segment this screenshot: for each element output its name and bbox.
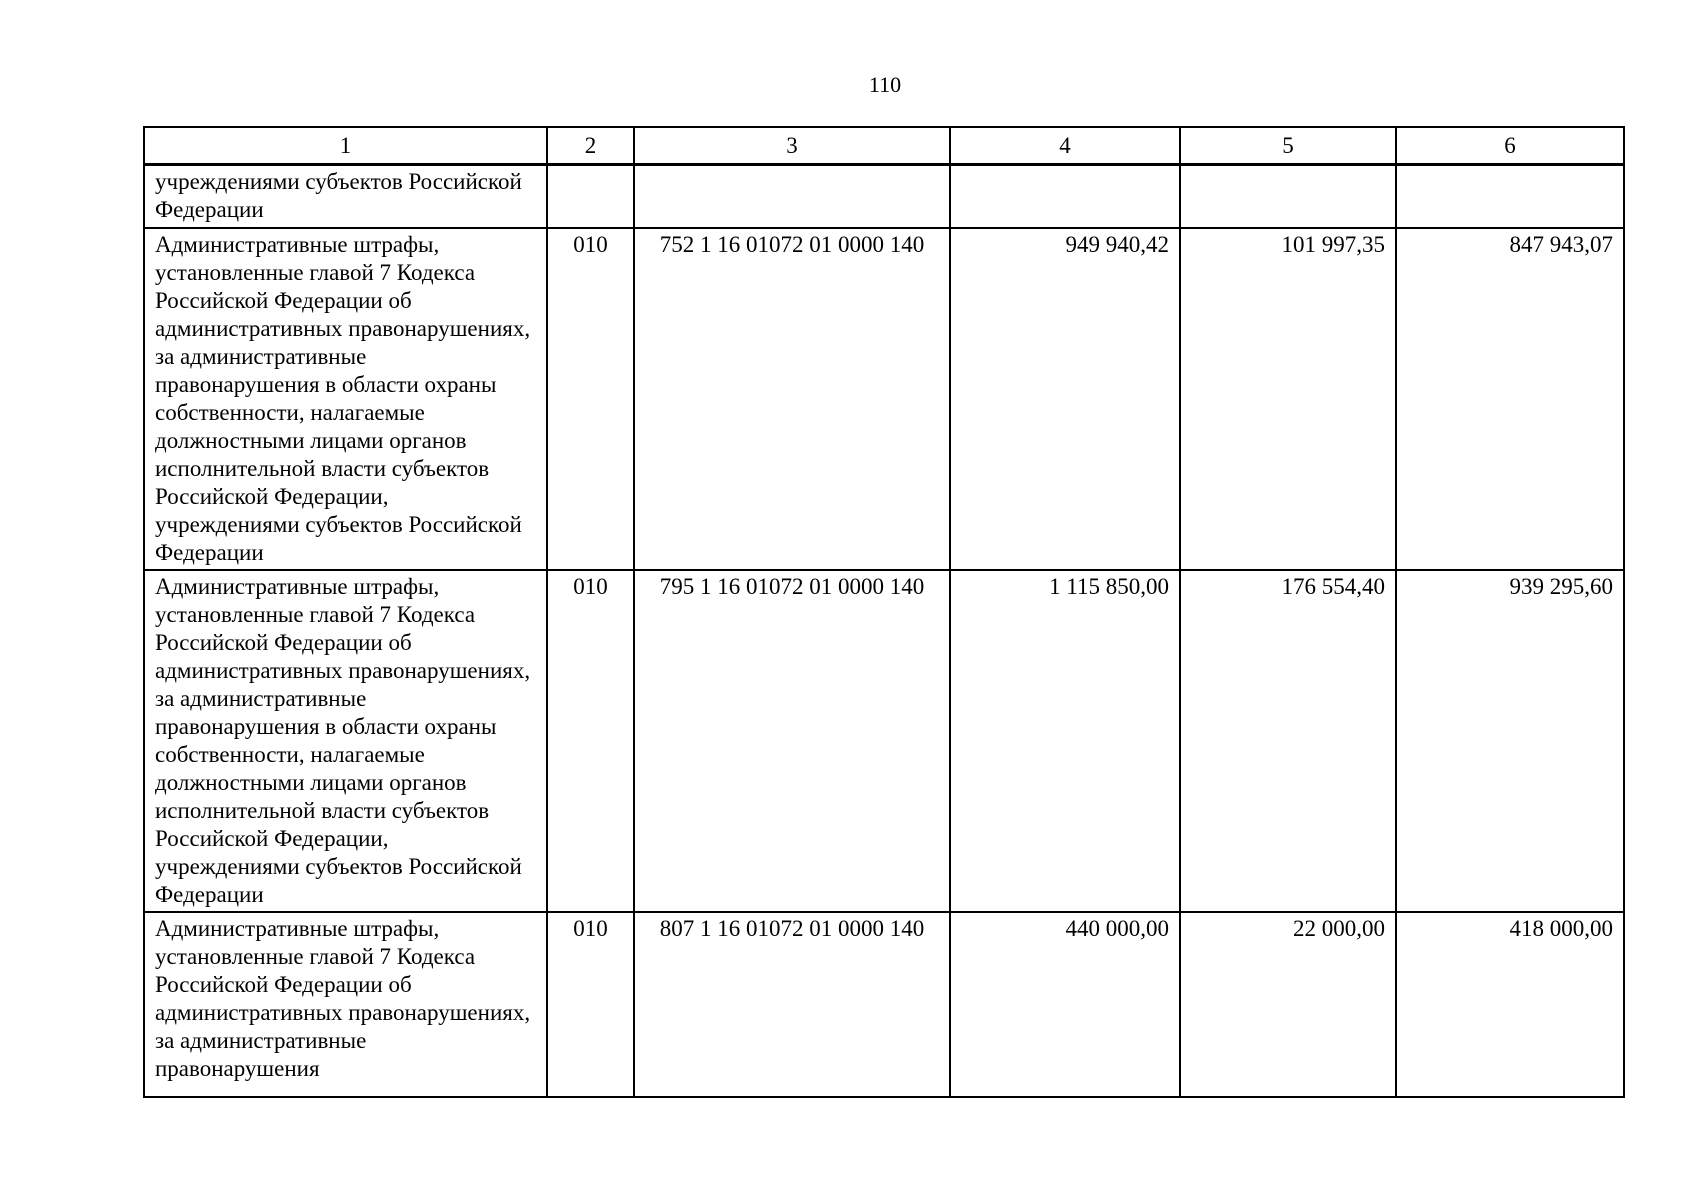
column-header: 5 xyxy=(1180,127,1396,165)
row-unexecuted-cell: 418 000,00 xyxy=(1396,912,1624,1097)
row-line-code-cell: 010 xyxy=(547,570,634,912)
row-budget-code-cell xyxy=(634,165,950,229)
row-budget-code-cell: 807 1 16 01072 01 0000 140 xyxy=(634,912,950,1097)
row-unexecuted-cell: 939 295,60 xyxy=(1396,570,1624,912)
column-header: 6 xyxy=(1396,127,1624,165)
row-executed-cell: 101 997,35 xyxy=(1180,228,1396,570)
row-executed-cell: 176 554,40 xyxy=(1180,570,1396,912)
row-approved-cell xyxy=(950,165,1180,229)
row-line-code-cell: 010 xyxy=(547,228,634,570)
row-unexecuted-cell: 847 943,07 xyxy=(1396,228,1624,570)
page-number: 110 xyxy=(868,72,902,97)
row-executed-cell: 22 000,00 xyxy=(1180,912,1396,1097)
row-approved-cell: 1 115 850,00 xyxy=(950,570,1180,912)
row-name-cell: Административные штрафы, установленные главой 7 Кодекса Российской Федерации об административных правонарушениях, за административные правонарушения в области охраны собственности, налагаемые должностными лицами органов исполнительной власти субъектов Российской Федерации, учреждениями субъектов Российской Федерации xyxy=(144,228,547,570)
column-header: 4 xyxy=(950,127,1180,165)
row-line-code-cell xyxy=(547,165,634,229)
row-approved-cell: 949 940,42 xyxy=(950,228,1180,570)
column-header: 3 xyxy=(634,127,950,165)
column-header: 2 xyxy=(547,127,634,165)
row-name-cell: Административные штрафы, установленные главой 7 Кодекса Российской Федерации об административных правонарушениях, за административные правонарушения в области охраны собственности, налагаемые должностными лицами органов исполнительной власти субъектов Российской Федерации, учреждениями субъектов Российской Федерации xyxy=(144,570,547,912)
row-unexecuted-cell xyxy=(1396,165,1624,229)
table-row xyxy=(144,912,1624,1097)
table-row xyxy=(144,570,1624,912)
row-name-cell: Административные штрафы, установленные главой 7 Кодекса Российской Федерации об административных правонарушениях, за административные правонарушения xyxy=(144,912,547,1097)
table-row xyxy=(144,165,1624,229)
table-header-row xyxy=(144,127,1624,165)
row-name-cell: учреждениями субъектов Российской Федерации xyxy=(144,165,547,229)
row-approved-cell: 440 000,00 xyxy=(950,912,1180,1097)
row-line-code-cell: 010 xyxy=(547,912,634,1097)
row-executed-cell xyxy=(1180,165,1396,229)
row-budget-code-cell: 752 1 16 01072 01 0000 140 xyxy=(634,228,950,570)
row-budget-code-cell: 795 1 16 01072 01 0000 140 xyxy=(634,570,950,912)
report-table xyxy=(143,126,1625,1098)
column-header: 1 xyxy=(144,127,547,165)
table-row xyxy=(144,228,1624,570)
